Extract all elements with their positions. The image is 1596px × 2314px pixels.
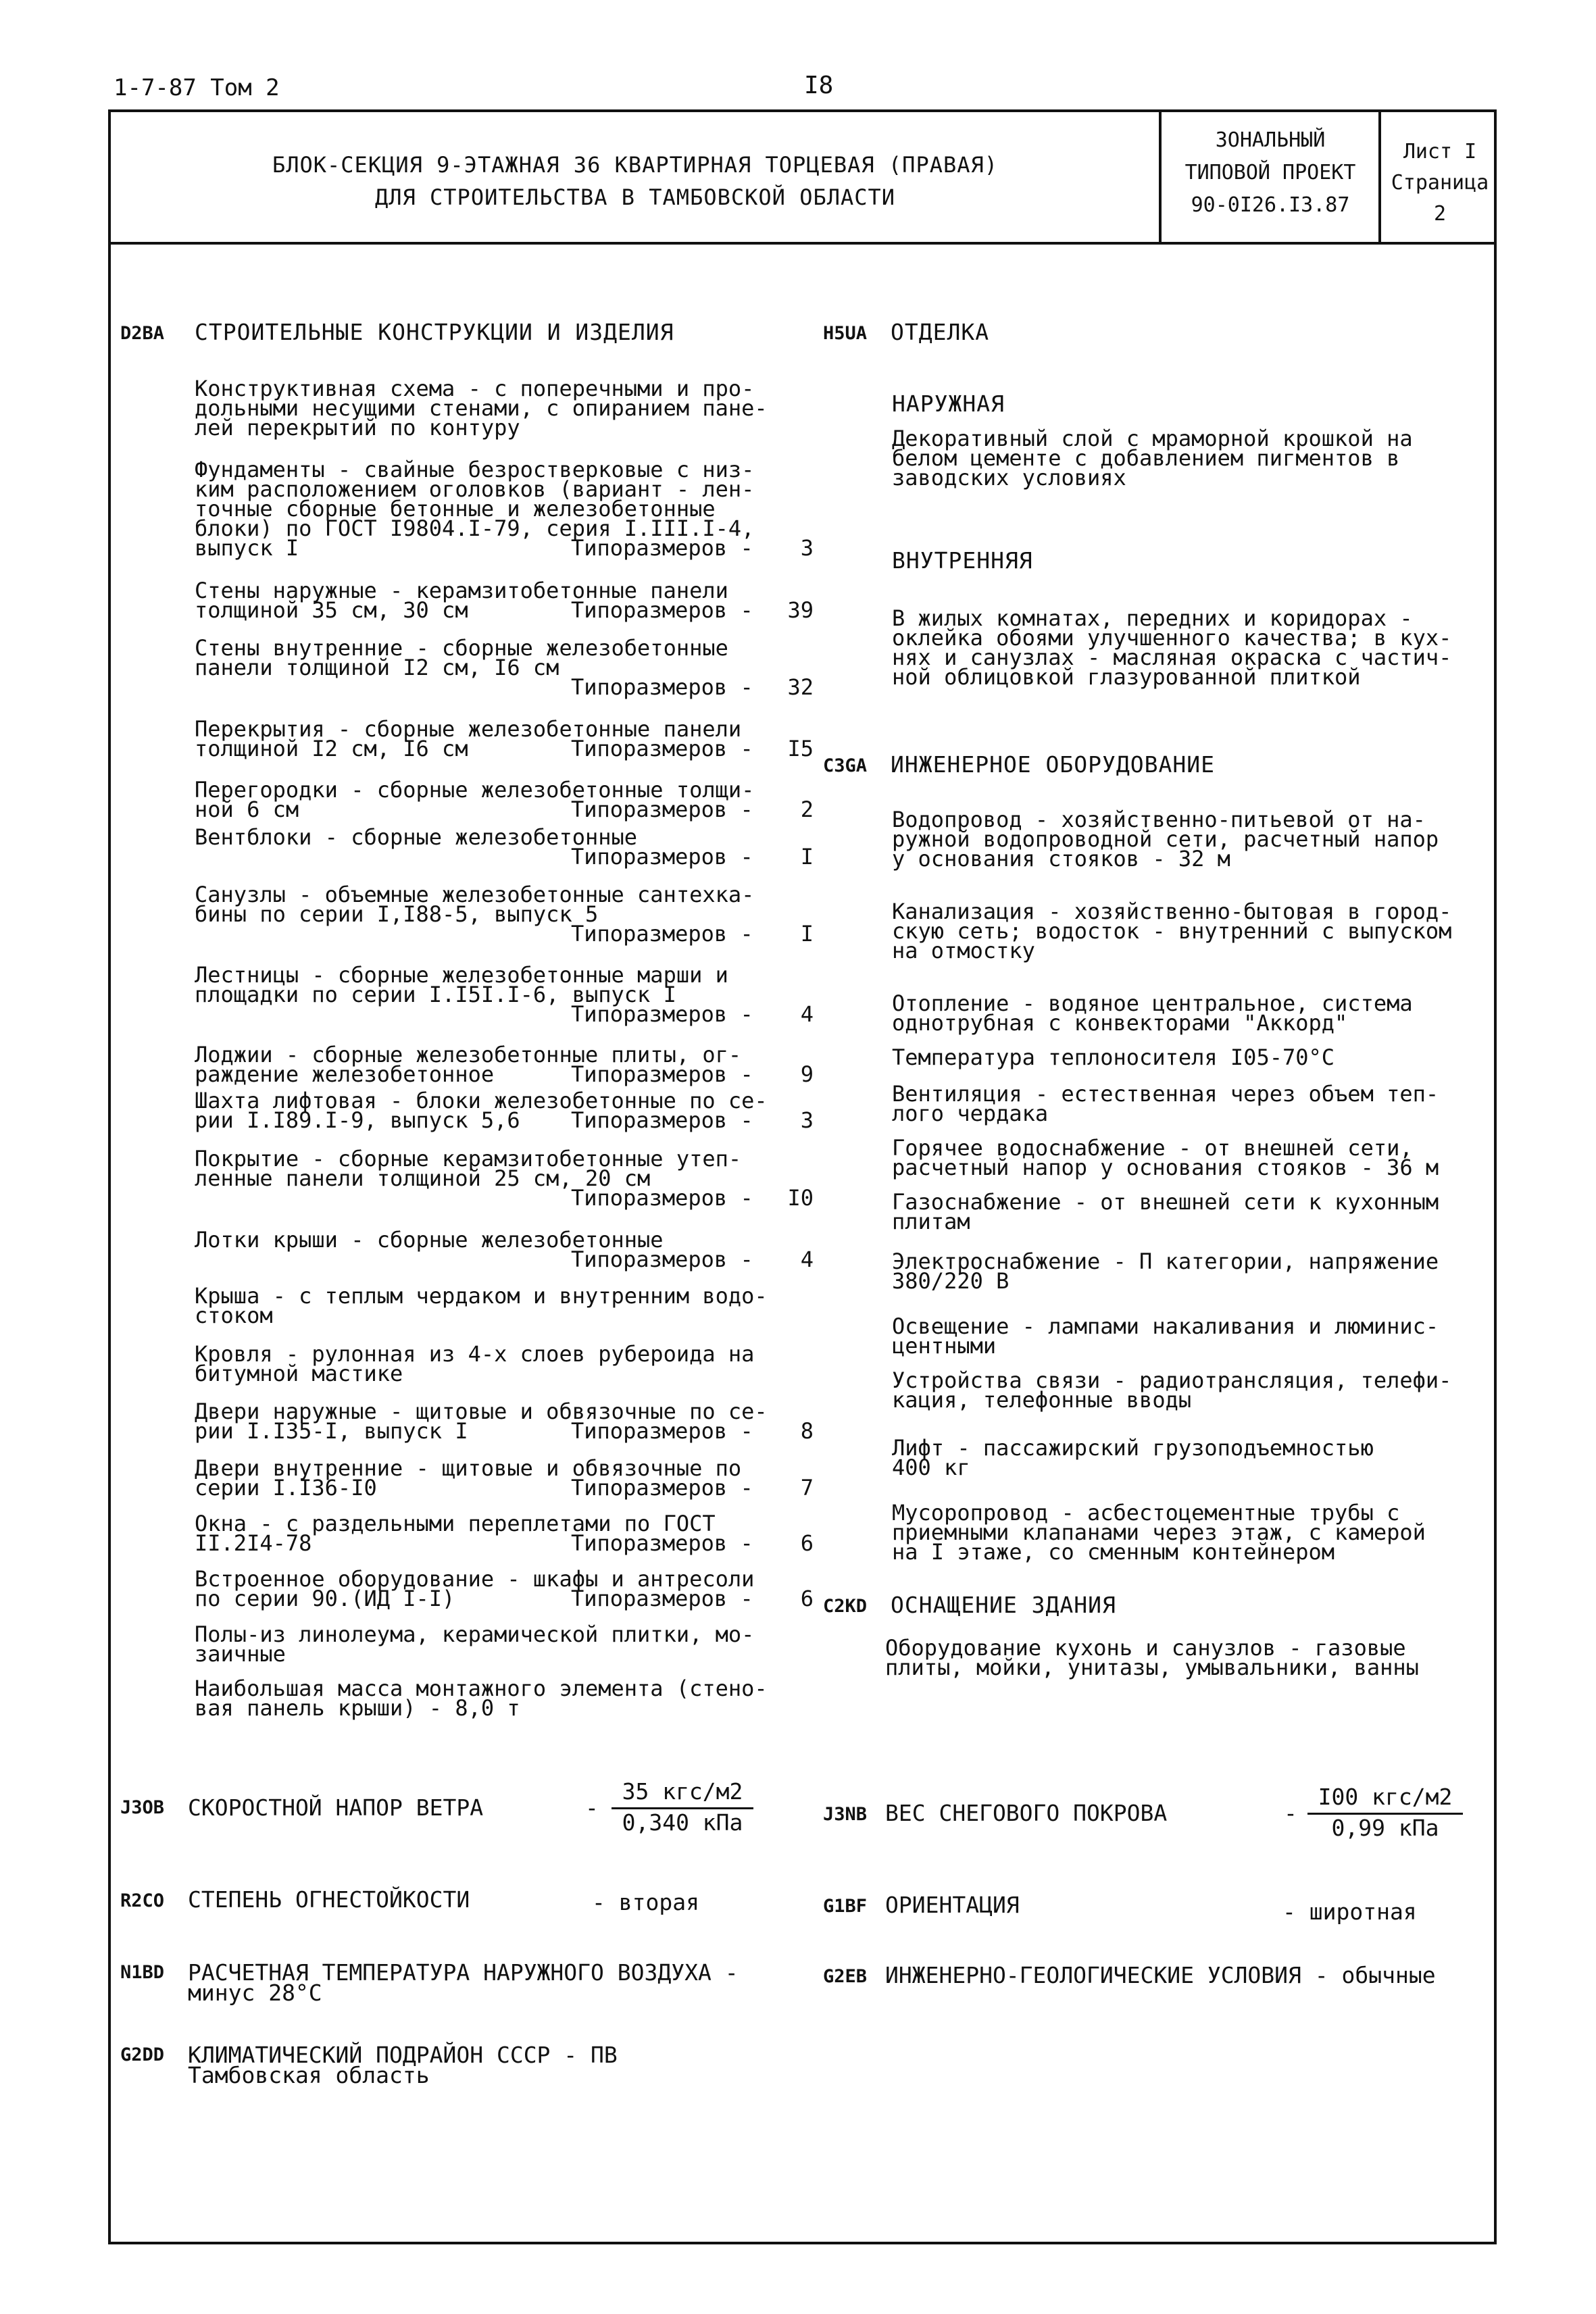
count-value: 3 [800, 535, 814, 561]
item-text-line: Лестницы - сборные железобетонные марши и [195, 962, 728, 988]
item-text-line: Стены наружные - керамзитобетонные панели [195, 578, 728, 603]
item-text-line: бины по серии I,I88-5, выпуск 5 [195, 901, 599, 927]
item-text-line: Окна - с раздельными переплетами по ГОСТ [195, 1511, 716, 1536]
title-line-1: БЛОК-СЕКЦИЯ 9-ЭТАЖНАЯ 36 КВАРТИРНАЯ ТОРЦЕВАЯ (ПРАВАЯ) [272, 152, 999, 178]
engineering-line: Горячее водоснабжение - от внешней сети, [892, 1135, 1413, 1161]
document-series: 1-7-87 Том 2 [114, 74, 280, 101]
item-text-line: Шахта лифтовая - блоки железобетонные по се- [195, 1088, 768, 1113]
text-line: В жилых комнатах, передних и коридорах - [892, 605, 1413, 631]
item-text-line: выпуск I [195, 535, 299, 561]
text-line: Оборудование кухонь и санузлов - газовые [885, 1635, 1406, 1661]
snow-value-kgs: I00 кгс/м2 [1307, 1784, 1463, 1815]
text-line: белом цементе с добавлением пигментов в [892, 445, 1400, 471]
text-line: ной облицовкой глазурованной плиткой [892, 664, 1361, 690]
climate-value: Тамбовская область [188, 2062, 430, 2088]
item-text-line: Полы-из линолеума, керамической плитки, мо- [195, 1621, 755, 1647]
count-value: 6 [800, 1530, 814, 1556]
param-code: J3NB [823, 1804, 868, 1825]
count-value: 9 [800, 1061, 814, 1087]
fire-label: СТЕПЕНЬ ОГНЕСТОЙКОСТИ [188, 1886, 470, 1913]
subsection-title: ВНУТРЕННЯЯ [892, 547, 1033, 574]
temperature-value: минус 28°С [188, 1980, 322, 2006]
project-number-cell [1164, 124, 1377, 222]
item-text-line: площадки по серии I.I5I.I-6, выпуск I [195, 982, 676, 1007]
item-text-line: Стены внутренние - сборные железобетонные [195, 635, 728, 661]
item-text-line: II.2I4-78 [195, 1530, 312, 1556]
engineering-line: Отопление - водяное центральное, система [892, 990, 1413, 1016]
count-value: 8 [800, 1418, 814, 1444]
text-line: плиты, мойки, унитазы, умывальники, ванны [885, 1655, 1419, 1680]
snow-value-kpa: 0,99 кПа [1331, 1815, 1439, 1841]
count-value: 4 [800, 1247, 814, 1272]
param-code: G1BF [823, 1896, 868, 1917]
section-code: D2BA [120, 323, 165, 344]
snow-value [1307, 1784, 1463, 1841]
engineering-line: расчетный напор у основания стояков - 36 м [892, 1155, 1439, 1180]
item-text-line: ким расположением оголовков (вариант - лен- [195, 476, 755, 502]
subsection-title: НАРУЖНАЯ [892, 391, 1005, 417]
engineering-line: Устройства связи - радиотрансляция, телефи- [892, 1367, 1452, 1393]
item-text-line: серии I.I36-I0 [195, 1475, 377, 1501]
item-text-line: Перегородки - сборные железобетонные толщи- [195, 777, 755, 803]
item-text-line: панели толщиной I2 см, I6 см [195, 655, 559, 680]
engineering-line: на I этаже, со сменным контейнером [892, 1539, 1335, 1565]
project-type-label: ТИПОВОЙ ПРОЕКТ [1184, 161, 1356, 184]
count-label: Типоразмеров - [571, 535, 753, 561]
item-text-line: Крыша - с теплым чердаком и внутренним водо- [195, 1283, 768, 1309]
item-text-line: ной 6 см [195, 797, 299, 822]
sheet-number: Лист I [1403, 140, 1477, 164]
count-label: Типоразмеров - [571, 674, 753, 700]
item-text-line: по серии 90.(ИД I-I) [195, 1586, 455, 1611]
item-text-line: лей перекрытий по контуру [195, 415, 520, 441]
item-text-line: заичные [195, 1641, 286, 1667]
engineering-line: 400 кг [892, 1455, 970, 1480]
count-label: Типоразмеров - [571, 921, 753, 947]
engineering-line: кация, телефонные вводы [892, 1387, 1192, 1413]
page-label: Страница 2 [1391, 171, 1489, 226]
item-text-line: битумной мастике [195, 1361, 403, 1386]
count-value: I [800, 844, 814, 870]
item-text-line: толщиной I2 см, I6 см [195, 736, 468, 761]
count-label: Типоразмеров - [571, 736, 753, 761]
item-text-line: Лоджии - сборные железобетонные плиты, ог- [195, 1042, 742, 1067]
count-value: I0 [787, 1185, 814, 1211]
count-label: Типоразмеров - [571, 597, 753, 623]
count-label: Типоразмеров - [571, 844, 753, 870]
engineering-line: Мусоропровод - асбестоцементные трубы с [892, 1500, 1400, 1526]
count-label: Типоразмеров - [571, 1185, 753, 1211]
engineering-line: Водопровод - хозяйственно-питьевой от на- [892, 807, 1426, 832]
fire-value: - вторая [592, 1889, 699, 1915]
count-label: Типоразмеров - [571, 1586, 753, 1611]
wind-value [612, 1778, 753, 1836]
item-text-line: Покрытие - сборные керамзитобетонные утеп- [195, 1146, 742, 1172]
document-title [122, 149, 1149, 213]
count-value: 6 [800, 1586, 814, 1611]
zonal-label: ЗОНАЛЬНЫЙ [1215, 128, 1326, 152]
item-text-line: Наибольшая масса монтажного элемента (стено- [195, 1676, 768, 1701]
geology-label: ИНЖЕНЕРНО-ГЕОЛОГИЧЕСКИЕ УСЛОВИЯ - обычные [885, 1962, 1436, 1988]
engineering-line: Газоснабжение - от внешней сети к кухонным [892, 1189, 1439, 1215]
orientation-value: - широтная [1282, 1898, 1417, 1925]
section-code: H5UA [823, 323, 868, 344]
item-text-line: Конструктивная схема - с поперечными и про- [195, 376, 755, 401]
wind-dash: - [585, 1794, 599, 1821]
count-label: Типоразмеров - [571, 1001, 753, 1027]
section-code: C3GA [823, 755, 868, 776]
title-divider [1159, 109, 1162, 242]
engineering-line: ружной водопроводной сети, расчетный напор [892, 826, 1439, 852]
count-value: I5 [787, 736, 814, 761]
item-text-line: толщиной 35 см, 30 см [195, 597, 468, 623]
section-title: ИНЖЕНЕРНОЕ ОБОРУДОВАНИЕ [891, 751, 1215, 778]
item-text-line: блоки) по ГОСТ I9804.I-79, серия I.III.I-4, [195, 515, 755, 541]
engineering-line: однотрубная с конвекторами "Аккорд" [892, 1010, 1348, 1036]
count-label: Типоразмеров - [571, 1247, 753, 1272]
item-text-line: Фундаменты - свайные безростверковые с низ- [195, 457, 755, 482]
item-text-line: вая панель крыши) - 8,0 т [195, 1695, 520, 1721]
item-text-line: раждение железобетонное [195, 1061, 495, 1087]
snow-label: ВЕС СНЕГОВОГО ПОКРОВА [885, 1800, 1168, 1826]
engineering-line: Температура теплоносителя I05-70°С [892, 1045, 1335, 1070]
engineering-line: 380/220 В [892, 1268, 1009, 1294]
count-value: 7 [800, 1475, 814, 1501]
item-text-line: Двери наружные - щитовые и обвязочные по се- [195, 1399, 768, 1424]
item-text-line: Встроенное оборудование - шкафы и антресоли [195, 1566, 755, 1592]
engineering-line: Электроснабжение - П категории, напряжение [892, 1249, 1439, 1274]
engineering-line: скую сеть; водосток - внутренний с выпуском [892, 918, 1452, 944]
text-line: заводских условиях [892, 465, 1126, 491]
engineering-line: плитам [892, 1209, 970, 1234]
count-label: Типоразмеров - [571, 797, 753, 822]
item-text-line: дольными несущими стенами, с опиранием пане- [195, 395, 768, 421]
engineering-line: лого чердака [892, 1101, 1049, 1126]
item-text-line: ленные панели толщиной 25 см, 20 см [195, 1165, 651, 1191]
item-text-line: рии I.I35-I, выпуск I [195, 1418, 468, 1444]
count-label: Типоразмеров - [571, 1418, 753, 1444]
param-code: N1BD [120, 1962, 165, 1983]
item-text-line: Двери внутренние - щитовые и обвязочные по [195, 1455, 742, 1481]
engineering-line: Лифт - пассажирский грузоподъемностью [892, 1435, 1374, 1461]
engineering-line: Вентиляция - естественная через объем теп- [892, 1081, 1439, 1107]
item-text-line: рии I.I89.I-9, выпуск 5,6 [195, 1107, 520, 1133]
engineering-line: приемными клапанами через этаж, с камерой [892, 1519, 1426, 1545]
param-code: G2EB [823, 1966, 868, 1987]
text-line: оклейка обоями улучшенного качества; в кух- [892, 625, 1452, 651]
title-line-2: ДЛЯ СТРОИТЕЛЬСТВА В ТАМБОВСКОЙ ОБЛАСТИ [374, 184, 896, 210]
count-value: 32 [787, 674, 814, 700]
count-value: I [800, 921, 814, 947]
count-label: Типоразмеров - [571, 1530, 753, 1556]
page-number: I8 [804, 72, 834, 99]
engineering-line: Освещение - лампами накаливания и люминис- [892, 1313, 1439, 1339]
item-text-line: Санузлы - объемные железобетонные сантехка- [195, 882, 755, 907]
wind-value-kpa: 0,340 кПа [622, 1809, 743, 1836]
project-code: 90-0I26.I3.87 [1191, 193, 1350, 217]
item-text-line: Перекрытия - сборные железобетонные панели [195, 716, 742, 742]
engineering-line: Канализация - хозяйственно-бытовая в город- [892, 899, 1452, 924]
snow-dash: - [1284, 1800, 1297, 1826]
title-block [108, 109, 1497, 245]
param-code: G2DD [120, 2044, 165, 2065]
count-value: 2 [800, 797, 814, 822]
count-label: Типоразмеров - [571, 1107, 753, 1133]
item-text-line: стоком [195, 1303, 273, 1328]
climate-label: КЛИМАТИЧЕСКИЙ ПОДРАЙОН СССР - ПВ [188, 2042, 618, 2068]
orientation-label: ОРИЕНТАЦИЯ [885, 1892, 1020, 1918]
section-title: СТРОИТЕЛЬНЫЕ КОНСТРУКЦИИ И ИЗДЕЛИЯ [195, 319, 674, 345]
count-label: Типоразмеров - [571, 1061, 753, 1087]
count-label: Типоразмеров - [571, 1475, 753, 1501]
section-title: ОСНАЩЕНИЕ ЗДАНИЯ [891, 1592, 1116, 1618]
item-text-line: Кровля - рулонная из 4-х слоев рубероида на [195, 1341, 755, 1367]
section-title: ОТДЕЛКА [891, 319, 990, 345]
temperature-label: РАСЧЕТНАЯ ТЕМПЕРАТУРА НАРУЖНОГО ВОЗДУХА - [188, 1959, 739, 1986]
wind-value-kgs: 35 кгс/м2 [612, 1778, 753, 1809]
count-value: 4 [800, 1001, 814, 1027]
text-line: Декоративный слой с мраморной крошкой на [892, 426, 1413, 451]
sheet-cell [1382, 136, 1497, 230]
item-text-line: Вентблоки - сборные железобетонные [195, 824, 638, 850]
engineering-line: у основания стояков - 32 м [892, 846, 1230, 872]
item-text-line: точные сборные бетонные и железобетонные [195, 496, 716, 522]
engineering-line: центными [892, 1333, 997, 1359]
count-value: 39 [787, 597, 814, 623]
engineering-line: на отмостку [892, 938, 1035, 963]
section-code: C2KD [823, 1596, 868, 1617]
count-value: 3 [800, 1107, 814, 1133]
item-text-line: Лотки крыши - сборные железобетонные [195, 1227, 664, 1253]
text-line: нях и санузлах - масляная окраска с частич- [892, 645, 1452, 670]
param-code: R2CO [120, 1890, 165, 1911]
param-code: J3OB [120, 1797, 165, 1818]
title-divider [1378, 109, 1381, 242]
wind-label: СКОРОСТНОЙ НАПОР ВЕТРА [188, 1794, 484, 1821]
